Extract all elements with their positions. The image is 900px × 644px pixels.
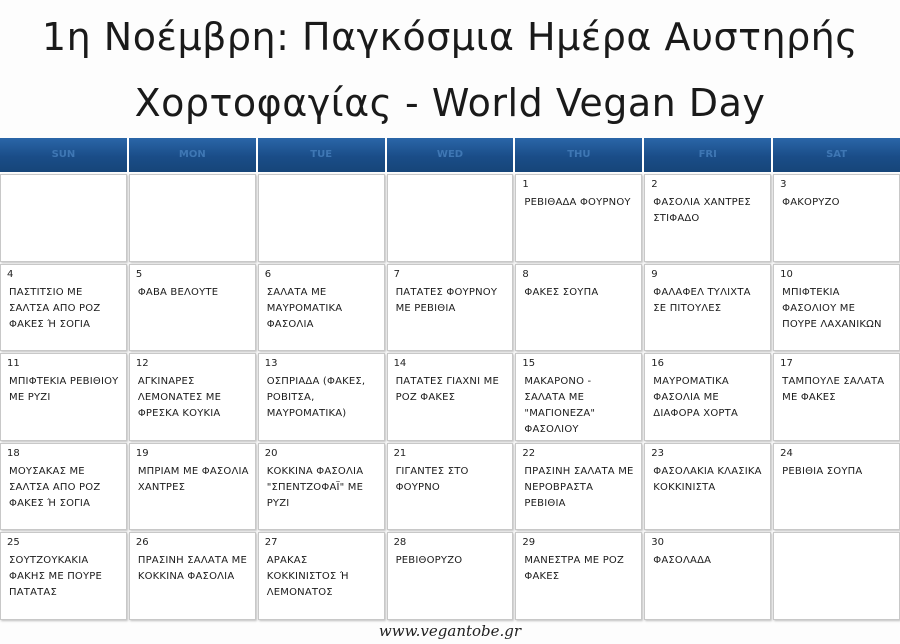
page-title bbox=[0, 0, 900, 136]
weekday-thu: THU bbox=[515, 138, 644, 172]
calendar-day-cell bbox=[129, 264, 256, 352]
calendar-empty-cell bbox=[773, 532, 900, 620]
day-number: 27 bbox=[264, 537, 278, 549]
calendar-day-cell bbox=[258, 264, 385, 352]
calendar-day-cell bbox=[129, 532, 256, 620]
calendar-day-cell bbox=[644, 353, 771, 441]
day-number: 2 bbox=[651, 179, 658, 190]
day-number: 24 bbox=[780, 447, 793, 459]
calendar-day-cell bbox=[387, 353, 514, 441]
calendar-day-cell bbox=[515, 532, 642, 620]
meal-name: ΤΑΜΠΟΥΛΕ ΣΑΛΑΤΑ ΜΕ ΦΑΚΕΣ bbox=[782, 376, 885, 404]
calendar-empty-cell bbox=[129, 174, 256, 262]
day-number: 29 bbox=[522, 537, 536, 549]
day-number: 10 bbox=[780, 268, 793, 280]
day-number: 20 bbox=[264, 447, 278, 459]
day-number: 9 bbox=[651, 268, 658, 280]
title-line-2: Χορτοφαγίας - World Vegan Day bbox=[134, 81, 766, 125]
meal-name: ΦΑΒΑ ΒΕΛΟΥΤΕ bbox=[137, 286, 219, 298]
day-number: 15 bbox=[522, 358, 536, 370]
meal-name: ΜΑΝΕΣΤΡΑ ΜΕ ΡΟΖ ΦΑΚΕΣ bbox=[524, 555, 625, 583]
meal-name: ΜΑΚΑΡΟΝΟ - ΣΑΛΑΤΑ ΜΕ "ΜΑΓΙΟΝΕΖΑ" ΦΑΣΟΛΙΟΥ bbox=[524, 376, 596, 436]
weekday-header bbox=[0, 138, 900, 172]
meal-name: ΑΡΑΚΑΣ ΚΟΚΚΙΝΙΣΤΟΣ Ή ΛΕΜΟΝΑΤΟΣ bbox=[266, 555, 349, 599]
day-number: 18 bbox=[7, 447, 20, 459]
meal-name: ΣΟΥΤΖΟΥΚΑΚΙΑ ΦΑΚΗΣ ΜΕ ΠΟΥΡΕ ΠΑΤΑΤΑΣ bbox=[9, 555, 103, 599]
website-footer: www.vegantobe.gr bbox=[378, 622, 522, 640]
calendar-day-cell bbox=[387, 443, 514, 531]
calendar-empty-cell bbox=[0, 174, 127, 262]
day-number: 8 bbox=[522, 268, 529, 280]
calendar-day-cell bbox=[644, 174, 771, 262]
weekday-wed: WED bbox=[387, 138, 516, 172]
weekday-fri: FRI bbox=[644, 138, 773, 172]
calendar-day-cell bbox=[515, 443, 642, 531]
calendar-day-cell bbox=[773, 264, 900, 352]
meal-name: ΦΑΣΟΛΙΑ ΧΑΝΤΡΕΣ ΣΤΙΦΑΔΟ bbox=[653, 197, 751, 224]
day-number: 14 bbox=[393, 358, 407, 370]
meal-name: ΣΑΛΑΤΑ ΜΕ ΜΑΥΡΟΜΑΤΙΚΑ ΦΑΣΟΛΙΑ bbox=[266, 286, 343, 330]
weekday-sat: SAT bbox=[773, 138, 900, 172]
day-number: 13 bbox=[264, 358, 278, 370]
calendar-day-cell bbox=[258, 443, 385, 531]
calendar-day-cell bbox=[0, 264, 127, 352]
meal-name: ΠΡΑΣΙΝΗ ΣΑΛΑΤΑ ΜΕ ΝΕΡΟΒΡΑΣΤΑ ΡΕΒΙΘΙΑ bbox=[524, 465, 634, 509]
day-number: 1 bbox=[522, 179, 529, 190]
calendar-day-cell bbox=[773, 353, 900, 441]
calendar-day-cell bbox=[644, 532, 771, 620]
meal-name: ΦΑΛΑΦΕΛ ΤΥΛΙΧΤΑ ΣΕ ΠΙΤΟΥΛΕΣ bbox=[653, 286, 751, 314]
day-number: 3 bbox=[780, 179, 787, 190]
meal-name: ΜΠΡΙΑΜ ΜΕ ΦΑΣΟΛΙΑ ΧΑΝΤΡΕΣ bbox=[137, 465, 249, 493]
calendar-day-cell bbox=[129, 353, 256, 441]
calendar-day-cell bbox=[258, 532, 385, 620]
day-number: 5 bbox=[135, 268, 143, 280]
calendar-day-cell bbox=[515, 353, 642, 441]
meal-name: ΓΙΓΑΝΤΕΣ ΣΤΟ ΦΟΥΡΝΟ bbox=[395, 465, 469, 493]
day-number: 26 bbox=[135, 537, 149, 549]
meal-name: ΦΑΚΟΡΥΖΟ bbox=[782, 197, 840, 208]
meal-name: ΠΑΤΑΤΕΣ ΦΟΥΡΝΟΥ ΜΕ ΡΕΒΙΘΙΑ bbox=[395, 286, 498, 314]
day-number: 28 bbox=[393, 537, 407, 549]
calendar-day-cell bbox=[129, 443, 256, 531]
calendar-empty-cell bbox=[258, 174, 385, 262]
calendar-day-cell bbox=[773, 174, 900, 262]
meal-name: ΡΕΒΙΘΑΔΑ ΦΟΥΡΝΟΥ bbox=[524, 197, 631, 208]
weekday-tue: TUE bbox=[258, 138, 387, 172]
calendar-day-cell bbox=[773, 443, 900, 531]
meal-name: ΠΑΣΤΙΤΣΙΟ ΜΕ ΣΑΛΤΣΑ ΑΠΟ ΡΟΖ ΦΑΚΕΣ Ή ΣΟΓΙΑ bbox=[9, 286, 101, 330]
meal-name: ΦΑΣΟΛΑΔΑ bbox=[653, 555, 712, 567]
meal-name: ΦΑΣΟΛΑΚΙΑ ΚΛΑΣΙΚΑ ΚΟΚΚΙΝΙΣΤΑ bbox=[653, 465, 762, 493]
calendar-day-cell bbox=[387, 264, 514, 352]
weekday-mon: MON bbox=[129, 138, 258, 172]
monthly-calendar bbox=[0, 138, 900, 620]
meal-name: ΡΕΒΙΘΙΑ ΣΟΥΠΑ bbox=[782, 465, 863, 477]
day-number: 21 bbox=[393, 447, 407, 459]
day-number: 25 bbox=[7, 537, 20, 549]
meal-name: ΟΣΠΡΙΑΔΑ (ΦΑΚΕΣ, ΡΟΒΙΤΣΑ, ΜΑΥΡΟΜΑΤΙΚΑ) bbox=[266, 376, 366, 420]
meal-name: ΜΟΥΣΑΚΑΣ ΜΕ ΣΑΛΤΣΑ ΑΠΟ ΡΟΖ ΦΑΚΕΣ Ή ΣΟΓΙΑ bbox=[9, 465, 101, 509]
calendar-day-cell bbox=[0, 532, 127, 620]
meal-name: ΡΕΒΙΘΟΡΥΖΟ bbox=[395, 555, 463, 567]
title-line-1: 1η Νοέμβρη: Παγκόσμια Ημέρα Αυστηρής bbox=[41, 15, 859, 59]
calendar-grid bbox=[0, 174, 900, 620]
calendar-day-cell bbox=[0, 353, 127, 441]
calendar-day-cell bbox=[0, 443, 127, 531]
meal-name: ΜΠΙΦΤΕΚΙΑ ΦΑΣΟΛΙΟΥ ΜΕ ΠΟΥΡΕ ΛΑΧΑΝΙΚΩΝ bbox=[782, 286, 882, 330]
calendar-day-cell bbox=[515, 174, 642, 262]
weekday-sun: SUN bbox=[0, 138, 129, 172]
meal-name: ΦΑΚΕΣ ΣΟΥΠΑ bbox=[524, 286, 599, 298]
calendar-empty-cell bbox=[387, 174, 514, 262]
day-number: 19 bbox=[135, 447, 149, 459]
calendar-day-cell bbox=[644, 443, 771, 531]
day-number: 12 bbox=[135, 358, 149, 370]
day-number: 6 bbox=[264, 268, 272, 280]
meal-name: ΚΟΚΚΙΝΑ ΦΑΣΟΛΙΑ "ΣΠΕΝΤΖΟΦΑΪ" ΜΕ ΡΥΖΙ bbox=[266, 465, 364, 509]
calendar-day-cell bbox=[387, 532, 514, 620]
day-number: 4 bbox=[7, 268, 14, 280]
meal-name: ΜΑΥΡΟΜΑΤΙΚΑ ΦΑΣΟΛΙΑ ΜΕ ΔΙΑΦΟΡΑ ΧΟΡΤΑ bbox=[653, 376, 739, 420]
calendar-day-cell bbox=[515, 264, 642, 352]
calendar-day-cell bbox=[258, 353, 385, 441]
meal-name: ΠΑΤΑΤΕΣ ΓΙΑΧΝΙ ΜΕ ΡΟΖ ΦΑΚΕΣ bbox=[395, 376, 499, 404]
day-number: 23 bbox=[651, 447, 665, 459]
calendar-day-cell bbox=[644, 264, 771, 352]
day-number: 30 bbox=[651, 537, 665, 549]
meal-name: ΠΡΑΣΙΝΗ ΣΑΛΑΤΑ ΜΕ ΚΟΚΚΙΝΑ ΦΑΣΟΛΙΑ bbox=[137, 555, 247, 583]
day-number: 16 bbox=[651, 358, 665, 370]
day-number: 22 bbox=[522, 447, 536, 459]
day-number: 11 bbox=[7, 358, 20, 370]
day-number: 17 bbox=[780, 358, 793, 370]
meal-name: ΜΠΙΦΤΕΚΙΑ ΡΕΒΙΘΙΟΥ ΜΕ ΡΥΖΙ bbox=[9, 376, 119, 404]
day-number: 7 bbox=[393, 268, 400, 280]
meal-name: ΑΓΚΙΝΑΡΕΣ ΛΕΜΟΝΑΤΕΣ ΜΕ ΦΡΕΣΚΑ ΚΟΥΚΙΑ bbox=[137, 376, 222, 420]
